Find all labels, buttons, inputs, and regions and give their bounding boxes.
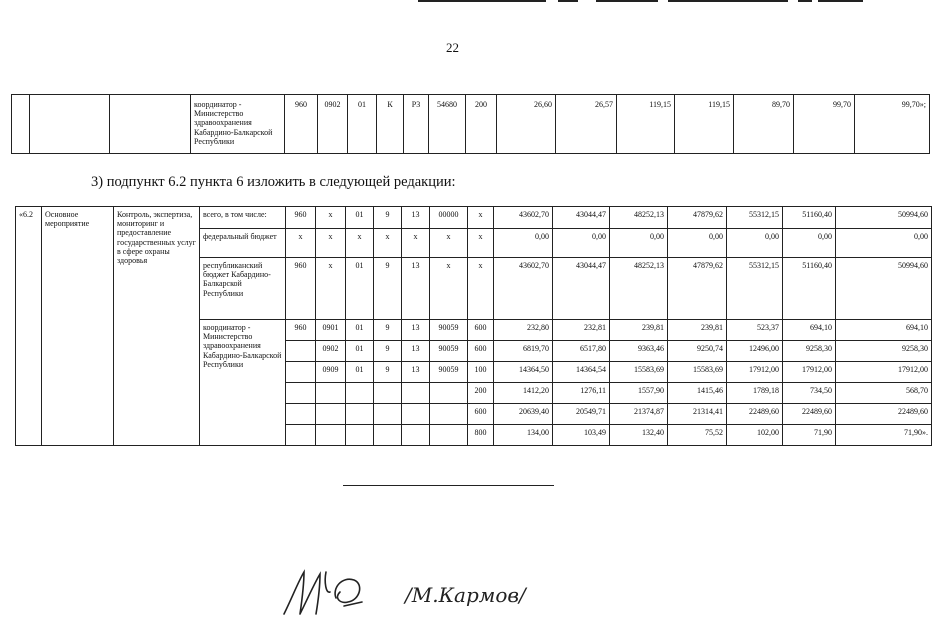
code-cell: 600: [468, 320, 494, 341]
value-cell: 47879,62: [668, 258, 727, 320]
code-cell: 0909: [316, 362, 346, 383]
table-cell: [12, 95, 30, 154]
code-cell: 960: [286, 207, 316, 229]
code-cell: [374, 404, 402, 425]
value-cell: 0,00: [836, 229, 932, 258]
value-cell: 232,81: [553, 320, 610, 341]
value-cell: 9258,30: [836, 341, 932, 362]
code-cell: 13: [402, 341, 430, 362]
code-cell: [316, 425, 346, 446]
code-cell: 90059: [430, 362, 468, 383]
value-cell: 9258,30: [783, 341, 836, 362]
code-cell: x: [316, 207, 346, 229]
section-heading: 3) подпункт 6.2 пункта 6 изложить в следующей редакции:: [91, 174, 456, 190]
code-cell: 54680: [429, 95, 466, 154]
value-cell: 50994,60: [836, 207, 932, 229]
value-cell: 6819,70: [494, 341, 553, 362]
value-cell: 71,90: [783, 425, 836, 446]
code-cell: 600: [468, 404, 494, 425]
value-cell: 6517,80: [553, 341, 610, 362]
code-cell: [286, 404, 316, 425]
table-cell: [110, 95, 191, 154]
value-cell: 0,00: [783, 229, 836, 258]
value-cell: 14364,50: [494, 362, 553, 383]
row-label-cell: всего, в том числе:: [200, 207, 286, 229]
value-cell: 43602,70: [494, 207, 553, 229]
value-cell: 9363,46: [610, 341, 668, 362]
value-cell: 132,40: [610, 425, 668, 446]
value-cell: 15583,69: [668, 362, 727, 383]
item-number-cell: «6.2: [16, 207, 42, 446]
value-cell: 239,81: [668, 320, 727, 341]
code-cell: 200: [468, 383, 494, 404]
value-cell: 0,00: [610, 229, 668, 258]
value-cell: 50994,60: [836, 258, 932, 320]
value-cell: 17912,00: [783, 362, 836, 383]
event-name-cell: Основное мероприятие: [42, 207, 114, 446]
responsible-cell: координатор - Министерство здравоохранения Кабардино-Балкарской Республики: [191, 95, 285, 154]
code-cell: Р3: [404, 95, 429, 154]
coordinator-cell: координатор - Министерство здравоохранения Кабардино-Балкарской Республики: [200, 320, 286, 446]
signature-stroke: [284, 572, 362, 614]
value-cell: 21314,41: [668, 404, 727, 425]
code-cell: 01: [346, 320, 374, 341]
code-cell: 960: [286, 258, 316, 320]
value-cell: 102,00: [727, 425, 783, 446]
table-row: [16, 207, 932, 229]
code-cell: 13: [402, 258, 430, 320]
code-cell: x: [468, 258, 494, 320]
code-cell: [430, 425, 468, 446]
code-cell: [402, 425, 430, 446]
row-label-cell: республиканский бюджет Кабардино-Балкарской Республики: [200, 258, 286, 320]
code-cell: x: [316, 229, 346, 258]
code-cell: [286, 341, 316, 362]
value-cell: 20549,71: [553, 404, 610, 425]
handwritten-signature: [270, 558, 590, 628]
value-cell: 15583,69: [610, 362, 668, 383]
code-cell: 90059: [430, 341, 468, 362]
code-cell: [286, 362, 316, 383]
value-cell: 232,80: [494, 320, 553, 341]
value-cell: 51160,40: [783, 207, 836, 229]
value-cell: 12496,00: [727, 341, 783, 362]
code-cell: 01: [346, 341, 374, 362]
code-cell: x: [402, 229, 430, 258]
value-cell: 14364,54: [553, 362, 610, 383]
code-cell: [402, 404, 430, 425]
value-cell: 99,70»;: [855, 95, 930, 154]
code-cell: 600: [468, 341, 494, 362]
code-cell: [316, 404, 346, 425]
value-cell: 22489,60: [783, 404, 836, 425]
code-cell: [430, 404, 468, 425]
value-cell: 48252,13: [610, 258, 668, 320]
code-cell: 01: [346, 362, 374, 383]
code-cell: [402, 383, 430, 404]
value-cell: 51160,40: [783, 258, 836, 320]
code-cell: 90059: [430, 320, 468, 341]
value-cell: 75,52: [668, 425, 727, 446]
value-cell: 734,50: [783, 383, 836, 404]
code-cell: 960: [286, 320, 316, 341]
value-cell: 20639,40: [494, 404, 553, 425]
table-body: [16, 207, 932, 446]
code-cell: 01: [346, 258, 374, 320]
code-cell: 01: [348, 95, 377, 154]
code-cell: 13: [402, 362, 430, 383]
value-cell: 17912,00: [727, 362, 783, 383]
code-cell: x: [346, 229, 374, 258]
value-cell: 55312,15: [727, 207, 783, 229]
code-cell: x: [468, 207, 494, 229]
value-cell: 694,10: [836, 320, 932, 341]
value-cell: 134,00: [494, 425, 553, 446]
value-cell: 1276,11: [553, 383, 610, 404]
value-cell: 694,10: [783, 320, 836, 341]
value-cell: 55312,15: [727, 258, 783, 320]
code-cell: x: [316, 258, 346, 320]
code-cell: [316, 383, 346, 404]
code-cell: [286, 383, 316, 404]
code-cell: 0901: [316, 320, 346, 341]
value-cell: 22489,60: [727, 404, 783, 425]
code-cell: x: [430, 258, 468, 320]
code-cell: x: [286, 229, 316, 258]
code-cell: [374, 425, 402, 446]
value-cell: 103,49: [553, 425, 610, 446]
table-row: [12, 95, 930, 154]
value-cell: 43044,47: [553, 258, 610, 320]
value-cell: 119,15: [675, 95, 734, 154]
code-cell: [346, 425, 374, 446]
code-cell: 13: [402, 320, 430, 341]
signature-line: [343, 485, 554, 486]
value-cell: 47879,62: [668, 207, 727, 229]
value-cell: 0,00: [553, 229, 610, 258]
code-cell: 9: [374, 207, 402, 229]
signatory-name: /М.Кармов/: [405, 583, 526, 607]
value-cell: 1557,90: [610, 383, 668, 404]
code-cell: 0902: [316, 341, 346, 362]
code-cell: x: [374, 229, 402, 258]
code-cell: 9: [374, 258, 402, 320]
code-cell: 9: [374, 341, 402, 362]
value-cell: 523,37: [727, 320, 783, 341]
value-cell: 0,00: [668, 229, 727, 258]
code-cell: [286, 425, 316, 446]
value-cell: 1412,20: [494, 383, 553, 404]
value-cell: 71,90».: [836, 425, 932, 446]
value-cell: 9250,74: [668, 341, 727, 362]
value-cell: 48252,13: [610, 207, 668, 229]
code-cell: 01: [346, 207, 374, 229]
value-cell: 0,00: [494, 229, 553, 258]
row-label-cell: федеральный бюджет: [200, 229, 286, 258]
value-cell: 89,70: [734, 95, 794, 154]
value-cell: 26,57: [556, 95, 617, 154]
code-cell: [430, 383, 468, 404]
code-cell: 9: [374, 320, 402, 341]
description-cell: Контроль, экспертиза, мониторинг и предоставление государственных услуг в сфере охраны здоровья: [114, 207, 200, 446]
value-cell: 1789,18: [727, 383, 783, 404]
page-number: 22: [446, 40, 459, 55]
value-cell: 43602,70: [494, 258, 553, 320]
code-cell: 13: [402, 207, 430, 229]
value-cell: 1415,46: [668, 383, 727, 404]
budget-table-continuation: [11, 94, 930, 154]
value-cell: 17912,00: [836, 362, 932, 383]
code-cell: К: [377, 95, 404, 154]
code-cell: 0902: [318, 95, 348, 154]
code-cell: 00000: [430, 207, 468, 229]
table-cell: [30, 95, 110, 154]
code-cell: 960: [285, 95, 318, 154]
value-cell: 26,60: [497, 95, 556, 154]
value-cell: 21374,87: [610, 404, 668, 425]
value-cell: 43044,47: [553, 207, 610, 229]
value-cell: 568,70: [836, 383, 932, 404]
value-cell: 239,81: [610, 320, 668, 341]
value-cell: 119,15: [617, 95, 675, 154]
code-cell: 9: [374, 362, 402, 383]
code-cell: x: [468, 229, 494, 258]
budget-table-6-2: [15, 206, 932, 446]
code-cell: 800: [468, 425, 494, 446]
code-cell: [346, 383, 374, 404]
header-rule: [418, 0, 863, 2]
value-cell: 22489,60: [836, 404, 932, 425]
code-cell: x: [430, 229, 468, 258]
value-cell: 0,00: [727, 229, 783, 258]
code-cell: [374, 383, 402, 404]
code-cell: [346, 404, 374, 425]
code-cell: 100: [468, 362, 494, 383]
value-cell: 99,70: [794, 95, 855, 154]
code-cell: 200: [466, 95, 497, 154]
